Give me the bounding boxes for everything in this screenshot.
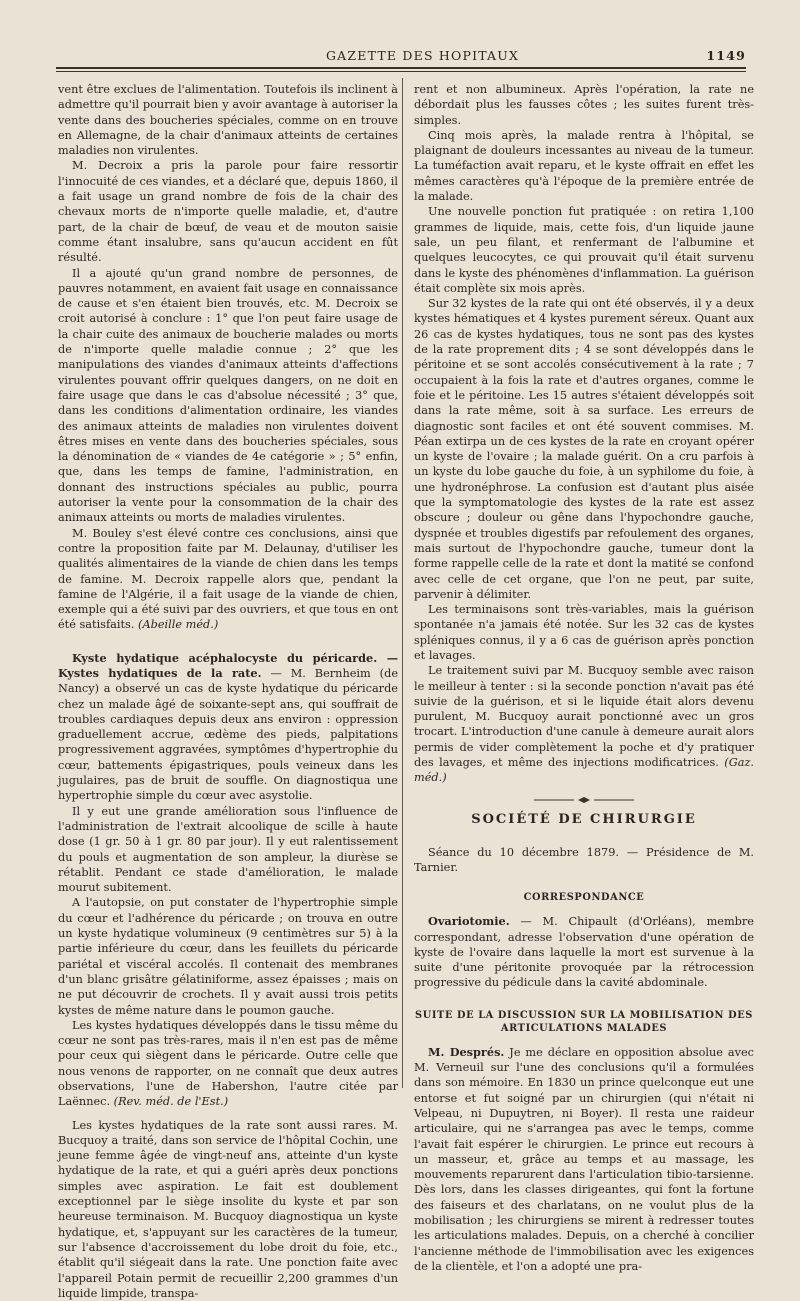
paragraph: A l'autopsie, on put constater de l'hypertrophie simple du cœur et l'adhérence du péricarde ; on trouva en outre un kyste hydatique volumineux (9 centimètres sur 5) à la partie inférieure du cœur, dans les feuillets du péricarde pariétal et viscéral accolés. Il contenait des membranes d'un blanc grisâtre gélatiniforme, assez épaisses ; mais on ne put découvrir de crochets. Il y avait aussi trois petits kystes de même nature dans le poumon gauche. xyxy=(58,896,398,1017)
left-column xyxy=(58,82,398,1301)
paragraph-text: Les kystes hydatiques développés dans le tissu même du cœur ne sont pas très-rares, mais il n'en est pas de même pour ceux qui siègent dans le péricarde. Outre celle que nous venons de rapporter, on ne connaît que deux autres observations, l'une de Habershon, l'autre citée par Laënnec. xyxy=(58,1018,398,1109)
journal-title: GAZETTE DES HOPITAUX xyxy=(326,48,520,63)
correspondance-heading: CORRESPONDANCE xyxy=(523,892,645,904)
paragraph: Cinq mois après, la malade rentra à l'hôpital, se plaignant de douleurs incessantes au niveau de la tumeur. La tuméfaction avait reparu, et le kyste offrait en effet les mêmes caractères qu'à l'époque de la première entrée de la malade. xyxy=(414,128,754,204)
paragraph: Les terminaisons sont très-variables, mais la guérison spontanée n'a jamais été notée. Sur les 32 cas de kystes spléniques connus, il y a 6 cas de guérison après ponction et lavages. xyxy=(414,603,754,662)
paragraph xyxy=(58,526,398,633)
paragraph: Il y eut une grande amélioration sous l'influence de l'administration de l'extrait alcoolique de scille à haute dose (1 gr. 50 à 1 gr. 80 par jour). Il y eut ralentissement du pouls et augmentation de son ampleur, la diurèse se rétablit. Pendant ce stade d'amélioration, le malade mourut subitement. xyxy=(58,804,398,895)
paragraph xyxy=(58,1018,398,1110)
society-heading: SOCIÉTÉ DE CHIRURGIE xyxy=(471,811,697,827)
right-column xyxy=(414,82,754,1274)
article-despres xyxy=(414,1045,754,1274)
paragraph: rent et non albumineux. Après l'opération, la rate ne débordait plus les fausses côtes ; les suites furent très-simples. xyxy=(414,83,754,127)
paragraph: M. Decroix a pris la parole pour faire ressortir l'innocuité de ces viandes, et a déclaré que, depuis 1860, il a fait usage un grand nombre de fois de la chair des chevaux morts de n'importe quelle maladie, et, d'autre part, de la chair de bœuf, de veau et de mouton saisie comme étant insalubre, sans qu'aucun accident en fût résulté. xyxy=(58,159,398,265)
source-citation: (Abeille méd.) xyxy=(138,618,219,632)
section-title: Ovariotomie. xyxy=(428,914,510,929)
session-line: Séance du 10 décembre 1879. — Présidence de M. Tarnier. xyxy=(414,845,754,874)
paragraph: Sur 32 kystes de la rate qui ont été observés, il y a deux kystes hématiques et 4 kystes purement séreux. Quant aux 26 cas de kystes hydatiques, tous ne sont pas des kystes de la rate proprement dits ; 4 se sont développés dans le péritoine et se sont accolés consécutivement à la rate ; 7 occupaient à la fois la rate et d'autres organes, comme le foie et le péritoine. Les 15 autres s'étaient développés soit dans la rate même, soit à sa surface. Les erreurs de diagnostic sont faciles et ont été souvent commises. M. Péan extirpa un de ces kystes de la rate en croyant opérer un kyste de l'ovaire ; la malade guérit. On a cru parfois à un kyste du lobe gauche du foie, à un syphilome du foie, à une hydronéphrose. La confusion est d'autant plus aisée que la symptomatologie des kystes de la rate est assez obscure ; douleur ou gêne dans l'hypochondre gauche, dyspnée et troubles digestifs par refoulement des organes, mais surtout de l'hypochondre gauche, tumeur dont la forme rappelle celle de la rate et dont la matité se confond avec celle de cet organe, que l'on ne peut, par suite, parvenir à délimiter. xyxy=(414,297,754,601)
paragraph-text: — M. Chipault (d'Orléans), membre correspondant, adresse l'observation d'une opération de kyste de l'ovaire dans laquelle la mort est survenue à la suite d'une péritonite provoquée par la rétrocession progressive du pédicule dans la cavité abdominale. xyxy=(414,915,754,990)
article-kyste xyxy=(58,651,398,804)
paragraph: Une nouvelle ponction fut pratiquée : on retira 1,100 grammes de liquide, mais, cette fois, d'un liquide jaune sale, un peu filant, et renfermant de l'albumine et quelques leucocytes, ce qui prouvait qu'il était survenu dans le kyste des phénomènes d'inflammation. La guérison était complète six mois après. xyxy=(414,205,754,295)
paragraph-text: Le traitement suivi par M. Bucquoy semble avec raison le meilleur à tenter : si la seconde ponction n'avait pas été suivie de la guérison, et si le liquide était alors devenu purulent, M. Bucquoy aurait ponctionné avec un gros trocart. L'introduction d'une canule à demeure aurait alors permis de vider complètement la poche et d'y pratiquer des lavages, et même des injections modificatrices. xyxy=(414,664,754,770)
header-rule xyxy=(56,67,746,69)
paragraph: Les kystes hydatiques de la rate sont aussi rares. M. Bucquoy a traité, dans son service de l'hôpital Cochin, une jeune femme âgée de vingt-neuf ans, atteinte d'un kyste hydatique de la rate, et qui a guéri après deux ponctions simples avec aspiration. Le fait est doublement exceptionnel par le siège insolite du kyste et par son heureuse terminaison. M. Bucquoy diagnostiqua un kyste hydatique, et, s'appuyant sur les caractères de la tumeur, sur l'absence d'accroissement du lobe droit du foie, etc., établit qu'il siégeait dans la rate. Une ponction faite avec l'appareil Potain permit de recueillir 2,200 grammes d'un liquide limpide, transpa- xyxy=(58,1118,398,1300)
discussion-heading: SUITE DE LA DISCUSSION SUR LA MOBILISATION DES ARTICULATIONS MALADES xyxy=(415,1009,753,1034)
header-rule-thin xyxy=(56,71,746,72)
ornament-divider-icon xyxy=(534,796,634,804)
section-title: Kyste hydatique acéphalocyste du péricarde. — Kystes hydatiques de la rate. xyxy=(58,650,398,680)
paragraph: Il a ajouté qu'un grand nombre de personnes, de pauvres notamment, en avaient fait usage en connaissance de cause et s'en étaient bien trouvés, etc. M. Decroix se croit autorisé à conclure : 1° que l'on peut faire usage de la chair cuite des animaux de boucherie malades ou morts de n'importe quelle maladie connue ; 2° que les manipulations des viandes d'animaux atteints d'affections virulentes pouvant offrir quelques dangers, on ne doit en faire usage que dans le cas d'absolue nécessité ; 3° que, dans les conditions d'alimentation ordinaire, les viandes des animaux atteints de maladies non virulentes doivent êtres mises en vente dans des boucheries spéciales, sous la dénomination de « viandes de 4e catégorie » ; 5° enfin, que, dans les temps de famine, l'administration, en donnant des instructions spéciales au public, pourra autoriser la vente pour la consommation de la chair des animaux atteints ou morts de maladies virulentes. xyxy=(58,266,398,525)
paragraph: vent être exclues de l'alimentation. Toutefois ils inclinent à admettre qu'il pourrait bien y avoir avantage à autoriser la vente dans des boucheries spéciales, comme on en trouve en Allemagne, de la chair d'animaux atteints de certaines maladies non virulentes. xyxy=(58,83,398,158)
paragraph xyxy=(414,663,754,785)
running-head xyxy=(56,48,746,66)
article-ovariotomie xyxy=(414,914,754,990)
speaker-name: M. Després. xyxy=(428,1044,505,1059)
page-number: 1149 xyxy=(706,48,746,63)
source-citation: (Gaz. méd.) xyxy=(414,756,754,785)
column-divider xyxy=(402,78,403,1088)
paragraph-text: M. Bouley s'est élevé contre ces conclusions, ainsi que contre la proposition faite par M. Delaunay, d'utiliser les qualités alimentaires de la viande de chien dans les temps de famine. M. Decroix rappelle alors que, pendant la famine de l'Algérie, il a fait usage de la viande de chien, exemple qui a été suivi par des ouvriers, et que tous en ont été satisfaits. xyxy=(58,526,398,632)
paragraph-text: — M. Bernheim (de Nancy) a observé un cas de kyste hydatique du péricarde chez un malade âgé de soixante-sept ans, qui souffrait de troubles cardiaques depuis deux ans environ : oppression graduellement accrue, œdème des pieds, palpitations progressivement aggravées, symptômes d'hypertrophie du cœur, battements épigastriques, pouls veineux dans les jugulaires, pas de bruit de souffle. On diagnostiqua une hypertrophie simple du cœur avec asystolie. xyxy=(58,666,398,803)
source-citation: (Rev. méd. de l'Est.) xyxy=(113,1095,229,1109)
paragraph-text: Je me déclare en opposition absolue avec M. Verneuil sur l'une des conclusions qu'il a formulées dans son mémoire. En 1830 un prince quelconque eut une entorse et fut soigné par un chirurgien (qui n'était ni Velpeau, ni Dupuytren, ni Boyer). Il resta une raideur articulaire, qui ne s'arrangea pas avec le temps, comme l'avait fait espérer le chirurgien. Le prince eut recours à un masseur, et, grâce au temps et au massage, les mouvements reparurent dans l'articulation tibio-tarsienne. Dès lors, dans les classes dirigeantes, qui font la fortune des faiseurs et des charlatans, on ne voulut plus de la mobilisation ; les chirurgiens se mirent à redresser toutes les articulations malades. Depuis, on a cherché à concilier l'ancienne méthode de l'immobilisation avec les exigences de la clientèle, et l'on a adopté une pra- xyxy=(414,1045,754,1273)
